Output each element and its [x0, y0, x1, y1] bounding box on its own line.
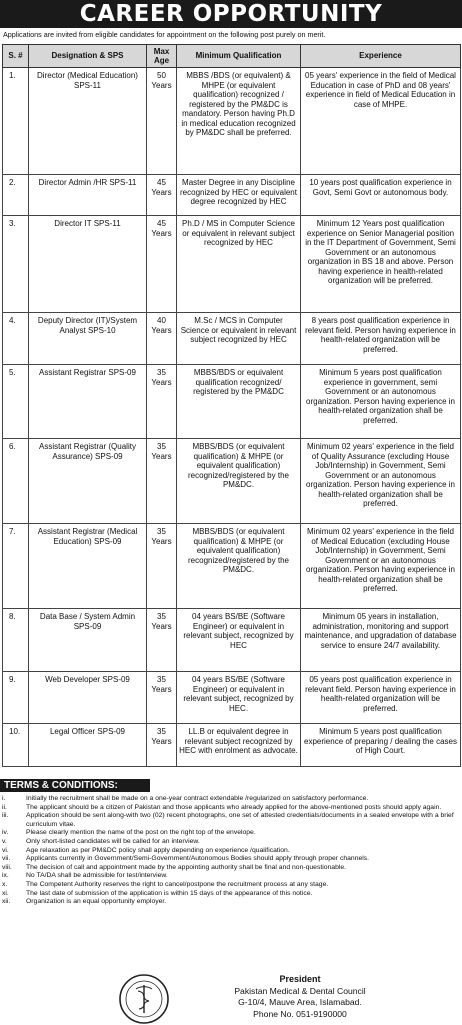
cell-sno: 2.: [3, 175, 29, 216]
cell-experience: 05 years' experience in the field of Medical Education in case of PhD and 08 years' experience in field of Medical Education in case of MHPE.: [301, 68, 461, 175]
table-header-row: [3, 45, 461, 68]
page-title: CAREER OPPORTUNITY: [0, 0, 462, 28]
term-text: Applicants currently in Government/Semi-Government/Autonomous Bodies should apply through proper channels.: [26, 855, 370, 863]
cell-designation: Data Base / System Admin SPS-09: [29, 609, 147, 672]
term-text: Initially the recruitment shall be made on a one-year contract extendable /regularized on satisfactory performance.: [26, 795, 369, 802]
cell-experience: Minimum 05 years in installation, administration, monitoring and support maintenance, and upgradation of database service to ensure 24/7 availability.: [301, 609, 461, 672]
cell-designation: Deputy Director (IT)/System Analyst SPS-10: [29, 313, 147, 365]
term-number: i.: [2, 795, 6, 802]
list-item: [0, 898, 462, 907]
term-text: The decision of call and appointment made by the appointing authority shall be final and non-questionable.: [26, 863, 347, 871]
cell-designation: Web Developer SPS-09: [29, 672, 147, 724]
term-number: vi.: [2, 846, 9, 854]
table-row: [3, 68, 461, 175]
intro-text: Applications are invited from eligible candidates for appointment on the following post purely on merit.: [3, 30, 326, 39]
list-item: [0, 881, 462, 890]
footer-org: Pakistan Medical & Dental Council: [234, 985, 366, 996]
cell-sno: 7.: [3, 524, 29, 609]
cell-age: 50 Years: [147, 68, 177, 175]
term-text: Only short-listed candidates will be called for an interview.: [26, 837, 200, 845]
cell-age: 35 Years: [147, 439, 177, 524]
term-number: vii.: [2, 855, 11, 863]
cell-age: 35 Years: [147, 524, 177, 609]
list-item: [0, 855, 462, 864]
header-max-age: Max Age: [147, 45, 177, 68]
cell-age: 35 Years: [147, 365, 177, 439]
term-number: iii.: [2, 812, 9, 820]
term-text: Application should be sent along-with two (02) recent photographs, one set of attested credentials/documents in a sealed envelope with a brief curriculum vitae.: [26, 812, 454, 828]
term-text: No TA/DA shall be admissible for test/interview.: [26, 872, 168, 880]
cell-age: 35 Years: [147, 672, 177, 724]
term-number: x.: [2, 880, 8, 888]
cell-designation: Assistant Registrar (Quality Assurance) SPS-09: [29, 439, 147, 524]
list-item: [0, 795, 462, 804]
term-number: ii.: [2, 803, 7, 811]
cell-sno: 8.: [3, 609, 29, 672]
cell-sno: 6.: [3, 439, 29, 524]
cell-qualification: M.Sc / MCS in Computer Science or equivalent in relevant subject recognized by HEC: [177, 313, 301, 365]
table-row: [3, 524, 461, 609]
cell-qualification: MBBS/BDS or equivalent qualification recognized/ registered by the PM&DC: [177, 365, 301, 439]
cell-qualification: MBBS/BDS (or equivalent qualification) & MHPE (or equivalent qualification) recognized/registered by the PM&DC.: [177, 439, 301, 524]
term-text: Please clearly mention the name of the post on the right top of the envelope.: [26, 829, 256, 837]
list-item: [0, 829, 462, 838]
cell-experience: 10 years post qualification experience in Govt, Semi Govt or autonomous body.: [301, 175, 461, 216]
term-number: ix.: [2, 872, 9, 880]
list-item: [0, 838, 462, 847]
term-text: The last date of submission of the application is within 15 days of the appearance of this notice.: [26, 889, 313, 897]
terms-heading: TERMS & CONDITIONS:: [0, 779, 150, 792]
cell-experience: Minimum 02 years' experience in the field of Medical Education (excluding House Job/Internship) in Government, Semi Government or an autonomous organization. Person having experience in health-related organization shall be preferred.: [301, 524, 461, 609]
cell-designation: Assistant Registrar (Medical Education) SPS-09: [29, 524, 147, 609]
term-text: Organization is an equal opportunity employer.: [26, 898, 167, 906]
cell-sno: 1.: [3, 68, 29, 175]
cell-qualification: LL.B or equivalent degree in relevant subject recognized by HEC with enrolment as advocate.: [177, 724, 301, 767]
list-item: [0, 812, 462, 829]
header-designation: Designation & SPS: [29, 45, 147, 68]
cell-experience: 05 years post qualification experience in relevant field. Person having experience in health-related organization will be preferred.: [301, 672, 461, 724]
cell-sno: 10.: [3, 724, 29, 767]
cell-designation: Director IT SPS-11: [29, 216, 147, 313]
term-number: v.: [2, 837, 7, 845]
cell-designation: Director Admin /HR SPS-11: [29, 175, 147, 216]
pmdc-seal-icon: [118, 973, 170, 1025]
term-number: xii.: [2, 898, 11, 906]
cell-qualification: Ph.D / MS in Computer Science or equivalent in relevant subject recognized by HEC: [177, 216, 301, 313]
header-qualification: Minimum Qualification: [177, 45, 301, 68]
list-item: [0, 847, 462, 856]
header-sno: S. #: [3, 45, 29, 68]
header-experience: Experience: [301, 45, 461, 68]
term-text: Age relaxation as per PM&DC policy shall apply depending on experience /qualification.: [26, 846, 290, 854]
list-item: [0, 872, 462, 881]
footer-address-block: [200, 974, 400, 1020]
cell-sno: 9.: [3, 672, 29, 724]
cell-age: 35 Years: [147, 724, 177, 767]
table-row: [3, 365, 461, 439]
cell-age: 35 Years: [147, 609, 177, 672]
table-row: [3, 175, 461, 216]
footer-phone: Phone No. 051-9190000: [253, 1008, 347, 1019]
cell-sno: 3.: [3, 216, 29, 313]
table-row: [3, 313, 461, 365]
list-item: [0, 804, 462, 813]
cell-qualification: MBBS /BDS (or equivalent) & MHPE (or equivalent qualification) recognized / registered by the PM&DC is mandatory. Person having Ph.D in medical education recognized by PM&DC shall be preferred.: [177, 68, 301, 175]
table-row: [3, 724, 461, 767]
cell-designation: Legal Officer SPS-09: [29, 724, 147, 767]
table-row: [3, 672, 461, 724]
jobs-table: [2, 44, 461, 767]
term-text: The applicant should be a citizen of Pakistan and those applicants who already applied for the above-mentioned posts should apply again.: [26, 803, 442, 811]
cell-sno: 5.: [3, 365, 29, 439]
cell-sno: 4.: [3, 313, 29, 365]
cell-experience: 8 years post qualification experience in relevant field. Person having experience in health-related organization will be preferred.: [301, 313, 461, 365]
list-item: [0, 890, 462, 899]
cell-qualification: 04 years BS/BE (Software Engineer) or equivalent in relevant subject, recognized by HEC.: [177, 672, 301, 724]
cell-experience: Minimum 5 years post qualification experience in government, semi Government or an autonomous organization. Person having experience in health-related organization shall be preferred.: [301, 365, 461, 439]
cell-qualification: MBBS/BDS (or equivalent qualification) & MHPE (or equivalent qualification) recognized/registered by the PM&DC.: [177, 524, 301, 609]
cell-age: 40 Years: [147, 313, 177, 365]
term-number: xi.: [2, 889, 9, 897]
cell-qualification: Master Degree in any Discipline recognized by HEC or equivalent degree recognized by HEC: [177, 175, 301, 216]
term-text: The Competent Authority reserves the right to cancel/postpone the recruitment process at any stage.: [26, 880, 329, 888]
footer: [0, 968, 462, 1024]
cell-age: 45 Years: [147, 216, 177, 313]
cell-experience: Minimum 02 years' experience in the field of Quality Assurance (excluding House Job/Internship) in Government, Semi Government or an autonomous organization. Person having experience in health-related organization shall be preferred.: [301, 439, 461, 524]
terms-list: [0, 795, 462, 907]
term-number: iv.: [2, 829, 9, 837]
cell-experience: Minimum 5 years post qualification experience of preparing / dealing the cases of High Court.: [301, 724, 461, 767]
footer-address: G-10/4, Mauve Area, Islamabad.: [238, 997, 362, 1007]
cell-age: 45 Years: [147, 175, 177, 216]
table-row: [3, 609, 461, 672]
table-row: [3, 216, 461, 313]
cell-experience: Minimum 12 Years post qualification experience on Senior Managerial position in the IT Department of Government, Semi Government or an autonomous organization in BS 18 and above. Person having experience in health-related organization will be preferred.: [301, 216, 461, 313]
cell-designation: Assistant Registrar SPS-09: [29, 365, 147, 439]
term-number: viii.: [2, 863, 12, 871]
table-row: [3, 439, 461, 524]
list-item: [0, 864, 462, 873]
cell-designation: Director (Medical Education) SPS-11: [29, 68, 147, 175]
footer-president: President: [279, 974, 321, 984]
cell-qualification: 04 years BS/BE (Software Engineer) or equivalent in relevant subject, recognized by HEC: [177, 609, 301, 672]
